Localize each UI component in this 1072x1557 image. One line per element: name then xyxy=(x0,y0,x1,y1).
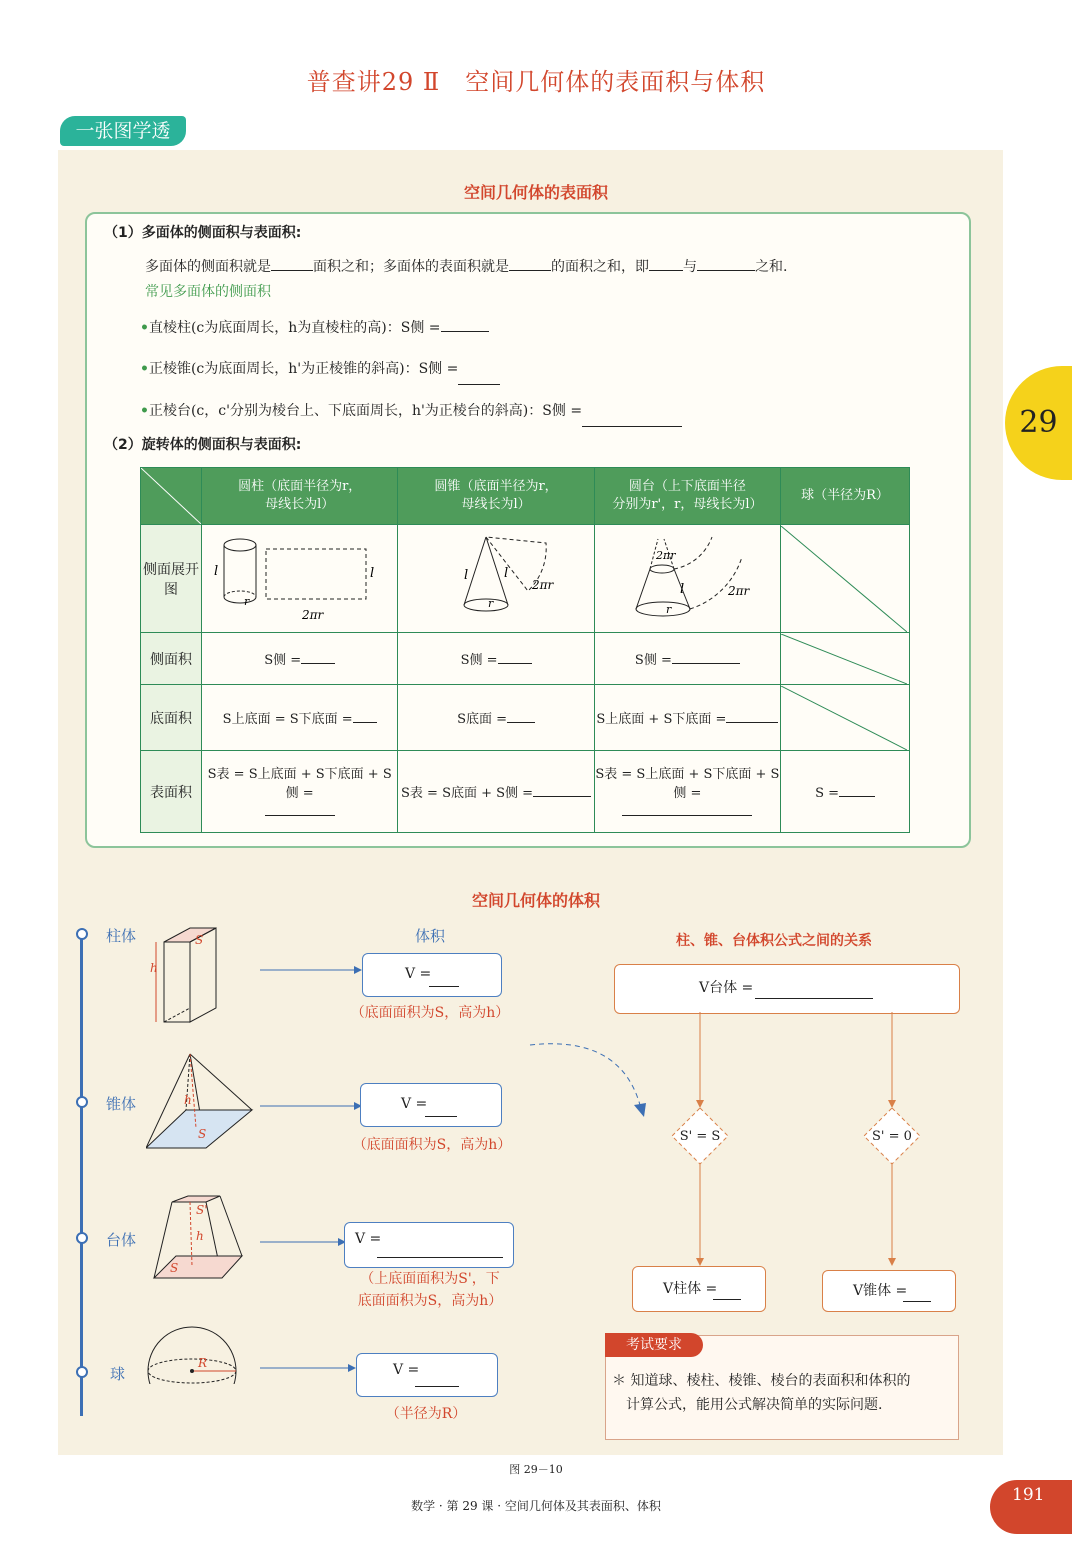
svg-text:r: r xyxy=(488,596,494,610)
svg-text:l: l xyxy=(680,581,685,597)
svg-text:2πr: 2πr xyxy=(532,577,554,592)
svg-text:h: h xyxy=(196,1229,204,1243)
svg-text:l: l xyxy=(464,567,469,583)
page-number: 191 xyxy=(990,1480,1072,1534)
frustum-volume-box: V = xyxy=(344,1222,514,1268)
cell-cylinder-base: S上底面 = S下底面 = xyxy=(202,685,398,751)
cell-frustum-total: S表 = S上底面 + S下底面 + S侧 = xyxy=(594,751,780,833)
figure-arrows xyxy=(250,960,370,1380)
marker-icon xyxy=(76,1232,88,1244)
cell-cone-lateral: S侧 = xyxy=(398,633,594,685)
header-cylinder: 圆柱（底面半径为r， 母线长为l） xyxy=(202,468,398,525)
part1-title: （1）多面体的侧面积与表面积: xyxy=(104,225,302,241)
svg-text:r: r xyxy=(243,594,249,608)
prism-volume-box: V = xyxy=(362,953,502,997)
prism-volume-result-box: V柱体 = xyxy=(632,1266,766,1312)
header-frustum: 圆台（上下底面半径 分别为r'，r，母线长为l） xyxy=(594,468,780,525)
row-label-lateral: 侧面积 xyxy=(141,633,202,685)
exam-tag: 考试要求 xyxy=(605,1333,703,1357)
row-label-base: 底面积 xyxy=(141,685,202,751)
marker-icon xyxy=(76,1096,88,1108)
pyramid-volume-box: V = xyxy=(360,1083,502,1127)
condition-pyramid: S' = 0 xyxy=(872,1129,912,1144)
cell-cone-base: S底面 = xyxy=(398,685,594,751)
cell-cylinder-lateral: S侧 = xyxy=(202,633,398,685)
label-frustum: 台体 xyxy=(106,1231,137,1249)
frustum-net-diagram xyxy=(602,527,772,627)
sphere-volume-box: V = xyxy=(356,1353,498,1397)
svg-text:h: h xyxy=(150,961,158,975)
item-frustum: •正棱台(c，c'分别为棱台上、下底面周长，h'为正棱台的斜高)：S侧 = xyxy=(140,400,682,421)
surface-heading: 空间几何体的表面积 xyxy=(463,183,608,202)
cone-figure xyxy=(398,525,594,633)
bullet-icon: • xyxy=(140,403,149,419)
page-title: 普查讲29 Ⅱ 空间几何体的表面积与体积 xyxy=(306,68,766,96)
relation-title: 柱、锥、台体积公式之间的关系 xyxy=(676,933,872,949)
pyramid-volume-result-box: V锥体 = xyxy=(822,1270,956,1312)
bullet-icon: • xyxy=(140,320,149,336)
figure-number: 图 29－10 xyxy=(509,1463,563,1476)
sphere-caption: （半径为R） xyxy=(385,1406,467,1422)
svg-text:2πr: 2πr xyxy=(656,548,676,562)
item-prism: •直棱柱(c为底面周长，h为直棱柱的高)：S侧 = xyxy=(140,317,489,338)
sphere-lateral-empty xyxy=(781,633,910,685)
row-label-total: 表面积 xyxy=(141,751,202,833)
frustum-caption: （上底面面积为S'，下 底面面积为S，高为h） xyxy=(357,1271,503,1309)
label-l: l xyxy=(213,563,218,579)
cylinder-figure xyxy=(202,525,398,633)
svg-text:2πr: 2πr xyxy=(301,607,323,622)
sphere-base-empty xyxy=(781,685,910,751)
svg-text:S: S xyxy=(170,1261,179,1275)
svg-text:R: R xyxy=(198,1356,208,1370)
prism-caption: （底面面积为S，高为h） xyxy=(350,1005,510,1021)
sphere-figure xyxy=(148,1327,236,1384)
pyramid-figure xyxy=(146,1054,252,1148)
marker-icon xyxy=(76,928,88,940)
chapter-tab: 29 xyxy=(1005,366,1072,480)
cell-cylinder-total: S表 = S上底面 + S下底面 + S侧 = xyxy=(202,751,398,833)
svg-text:S: S xyxy=(198,1127,207,1141)
part2-title: （2）旋转体的侧面积与表面积: xyxy=(104,437,302,453)
frustum-volume-relation-box: V台体 = xyxy=(614,964,960,1014)
cell-frustum-lateral: S侧 = xyxy=(594,633,780,685)
label-pyramid: 锥体 xyxy=(106,1095,137,1113)
exam-text-2: 计算公式，能用公式解决简单的实际问题. xyxy=(626,1397,883,1413)
svg-text:l: l xyxy=(504,565,509,581)
cell-cone-total: S表 = S底面 + S侧 = xyxy=(398,751,594,833)
footer-line: 数学 · 第 29 课 · 空间几何体及其表面积、体积 xyxy=(411,1499,661,1513)
rotation-table xyxy=(140,467,910,833)
svg-text:2πr: 2πr xyxy=(728,583,750,598)
marker-icon xyxy=(76,1366,88,1378)
header-sphere: 球（半径为R） xyxy=(781,468,910,525)
svg-text:h: h xyxy=(184,1093,192,1107)
volume-heading: 空间几何体的体积 xyxy=(471,891,600,910)
svg-text:r: r xyxy=(666,602,672,616)
condition-prism: S' = S xyxy=(679,1129,721,1144)
bullet-icon: • xyxy=(140,361,149,377)
cone-net-diagram xyxy=(406,527,586,627)
frustum-figure xyxy=(154,1196,242,1278)
section-badge: 一张图学透 xyxy=(60,116,186,146)
header-cone: 圆锥（底面半径为r， 母线长为l） xyxy=(398,468,594,525)
pyramid-caption: （底面面积为S，高为h） xyxy=(352,1137,512,1153)
cylinder-net-diagram xyxy=(210,527,390,627)
svg-text:S: S xyxy=(195,933,204,947)
cell-frustum-base: S上底面 + S下底面 = xyxy=(594,685,780,751)
item-pyramid: •正棱锥(c为底面周长，h'为正棱锥的斜高)：S侧 = xyxy=(140,358,500,379)
svg-text:l: l xyxy=(369,565,374,581)
label-prism: 柱体 xyxy=(106,927,137,945)
svg-text:S': S' xyxy=(196,1203,208,1217)
part1-line: 多面体的侧面积就是 面积之和；多面体的表面积就是 的面积之和，即 与 之和. xyxy=(145,256,787,277)
prism-figure xyxy=(150,928,216,1022)
row-label-unfold: 侧面展开图 xyxy=(141,525,202,633)
solid-axis xyxy=(80,932,83,1416)
table-corner xyxy=(141,468,202,525)
sphere-unfold-empty xyxy=(781,525,910,633)
cell-sphere-total: S = xyxy=(781,751,910,833)
common-title: 常见多面体的侧面积 xyxy=(145,284,271,300)
label-sphere: 球 xyxy=(110,1365,126,1383)
frustum-figure xyxy=(594,525,780,633)
volume-col-title: 体积 xyxy=(415,927,446,945)
exam-text-1: ＊ 知道球、棱柱、棱锥、棱台的表面积和体积的 xyxy=(612,1373,911,1389)
